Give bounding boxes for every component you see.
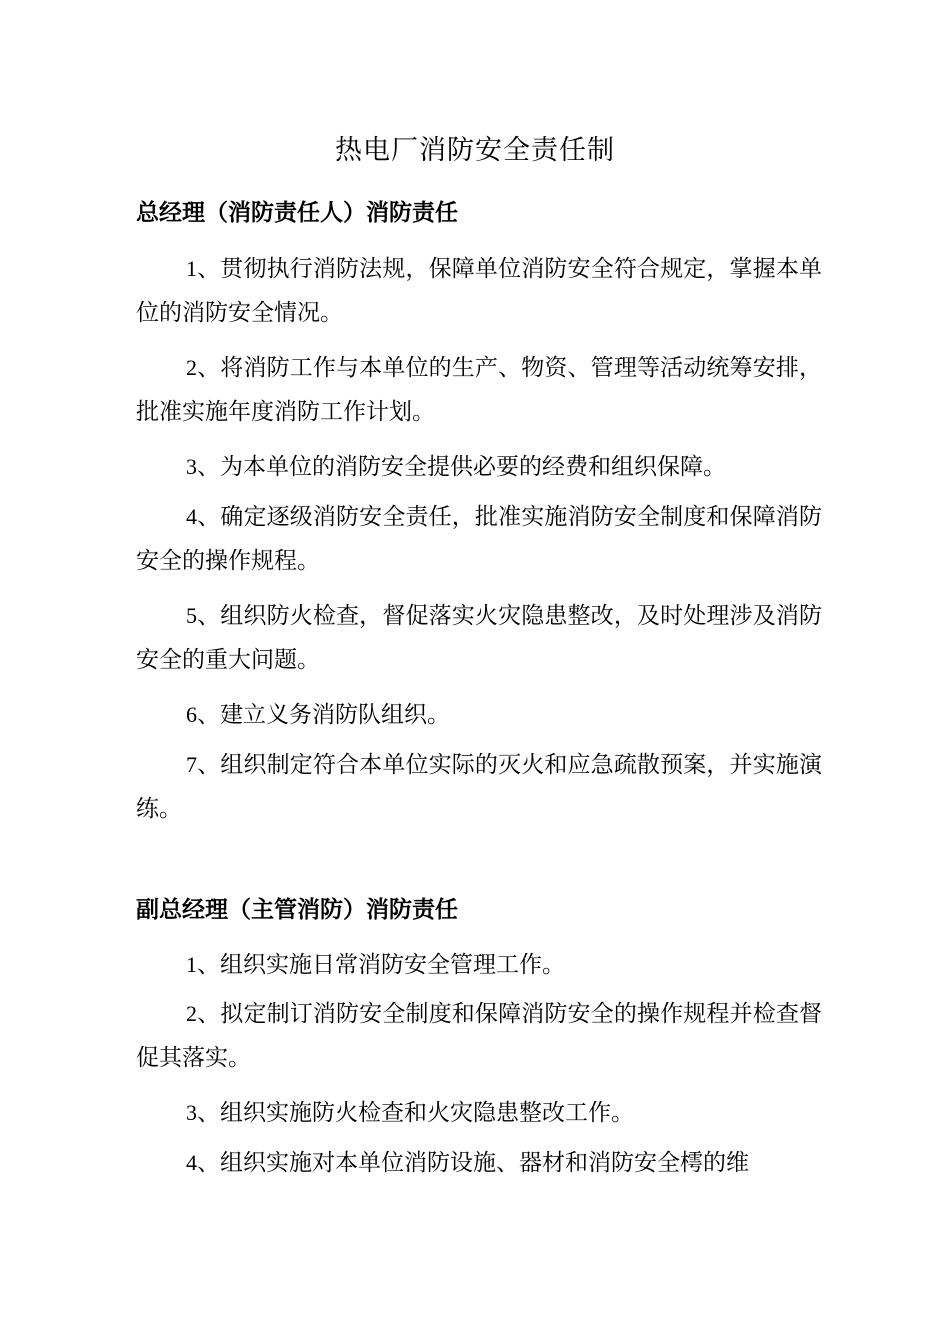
list-item	[136, 943, 822, 987]
item-number: 1	[186, 256, 197, 281]
item-number: 2	[186, 355, 197, 380]
item-number: 3	[186, 1100, 197, 1125]
list-item	[136, 346, 822, 434]
item-number: 7	[186, 752, 197, 777]
item-text: 、组织防火检查，督促落实火灾隐患整改，及时处理涉及消防安全的重大问题。	[136, 603, 822, 673]
list-item	[136, 1141, 822, 1185]
section-heading-deputy-general-manager: 副总经理（主管消防）消防责任	[136, 897, 458, 923]
item-text: 、将消防工作与本单位的生产、物资、管理等活动统筹安排，批准实施年度消防工作计划。	[136, 355, 822, 425]
item-number: 5	[186, 603, 197, 628]
item-number: 4	[186, 504, 197, 529]
item-text: 、为本单位的消防安全提供必要的经费和组织保障。	[197, 454, 726, 480]
item-text: 、组织实施日常消防安全管理工作。	[197, 952, 565, 978]
list-item	[136, 1091, 822, 1135]
item-text: 、组织制定符合本单位实际的灭火和应急疏散预案，并实施演练。	[136, 752, 822, 822]
list-item	[136, 247, 822, 335]
item-text: 、组织实施对本单位消防设施、器材和消防安全樗的维	[197, 1150, 749, 1176]
list-item	[136, 445, 822, 489]
item-text: 、确定逐级消防安全责任，批准实施消防安全制度和保障消防安全的操作规程。	[136, 504, 822, 574]
item-number: 2	[186, 1001, 197, 1026]
document-title: 热电厂消防安全责任制	[335, 135, 615, 166]
item-text: 、建立义务消防队组织。	[197, 702, 450, 728]
list-item	[136, 992, 822, 1080]
list-item	[136, 743, 822, 831]
list-item	[136, 693, 822, 737]
list-item	[136, 495, 822, 583]
item-number: 6	[186, 702, 197, 727]
item-text: 、组织实施防火检查和火灾隐患整改工作。	[197, 1100, 634, 1126]
list-item	[136, 594, 822, 682]
item-text: 、贯彻执行消防法规，保障单位消防安全符合规定，掌握本单位的消防安全情况。	[136, 256, 822, 326]
item-number: 3	[186, 454, 197, 479]
item-number: 4	[186, 1150, 197, 1175]
item-text: 、拟定制订消防安全制度和保障消防安全的操作规程并检查督促其落实。	[136, 1001, 822, 1071]
item-number: 1	[186, 952, 197, 977]
section-heading-general-manager: 总经理（消防责任人）消防责任	[136, 200, 458, 226]
